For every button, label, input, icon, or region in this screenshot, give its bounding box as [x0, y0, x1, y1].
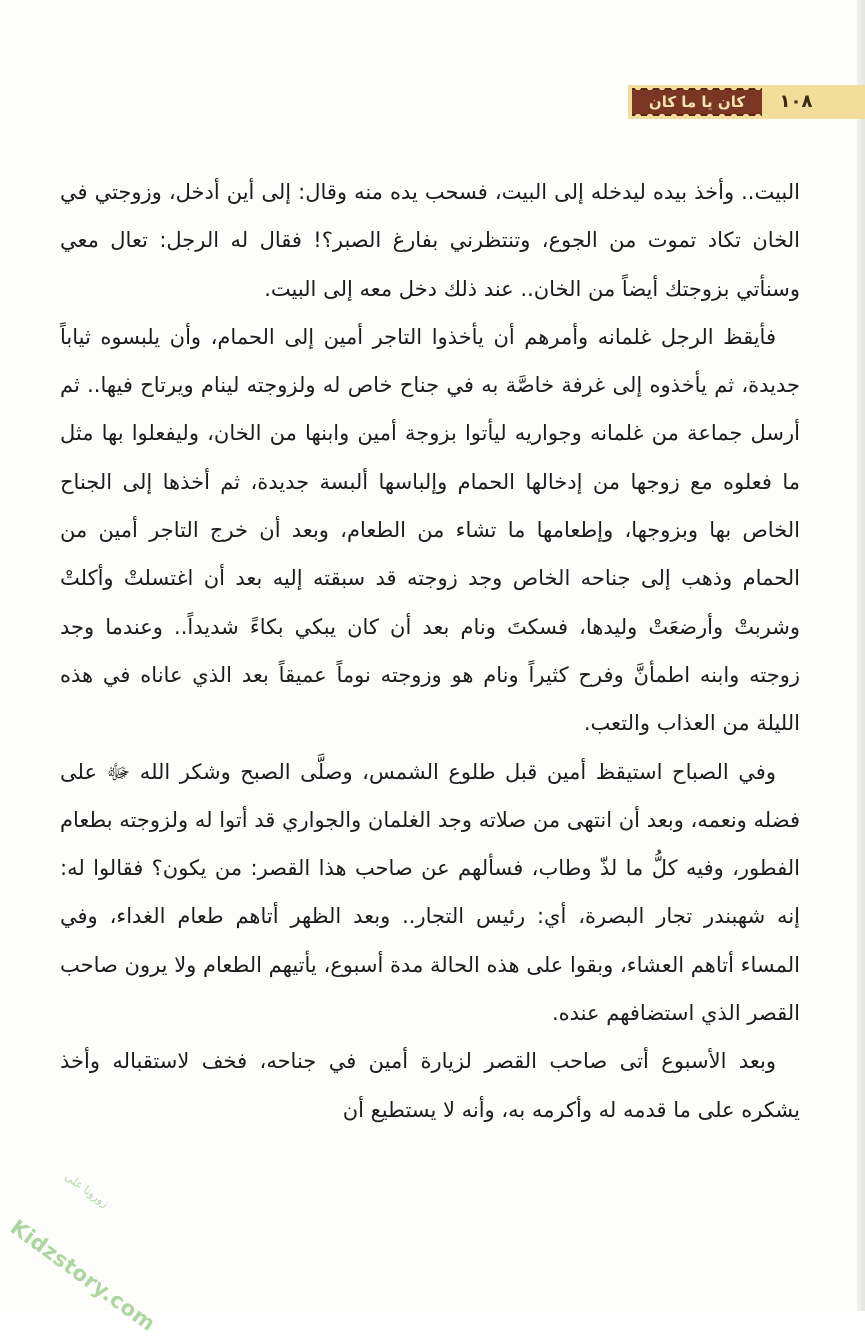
- page-edge: [857, 0, 865, 1311]
- watermark-caption: زورونا على: [62, 1170, 111, 1211]
- watermark-logo: Kidzstory.com: [5, 1215, 160, 1336]
- body-text: [60, 168, 800, 1134]
- paragraph-3: وفي الصباح استيقظ أمين قبل طلوع الشمس، وصلَّى الصبح وشكر الله ﷻ على فضله ونعمه، وبعد أن انتهى من صلاته وجد الغلمان والجواري قد أتوا له ولزوجته بطعام الفطور، وفيه كلُّ ما لذّ وطاب، فسألهم عن صاحب هذا القصر: من يكون؟ فقالوا له: إنه شهبندر تجار البصرة، أي: رئيس التجار.. وبعد الظهر أتاهم طعام الغداء، وفي المساء أتاهم العشاء، وبقوا على هذه الحالة مدة أسبوع، يأتيهم الطعام ولا يرون صاحب القصر الذي استضافهم عنده.: [60, 759, 800, 1026]
- paragraph-4: وبعد الأسبوع أتى صاحب القصر لزيارة أمين في جناحه، فخف لاستقباله وأخذ يشكره على ما قدمه له وأكرمه به، وأنه لا يستطيع أن: [60, 1049, 800, 1122]
- paragraph-2: فأيقظ الرجل غلمانه وأمرهم أن يأخذوا التاجر أمين إلى الحمام، وأن يلبسوه ثياباً جديدة، ثم يأخذوه إلى غرفة خاصَّة به في جناح خاص له ولزوجته لينام ويرتاح فيها.. ثم أرسل جماعة من غلمانه وجواريه ليأتوا بزوجة أمين وابنها من الخان، وليفعلوا بها مثل ما فعلوه مع زوجها من إدخالها الحمام وإلباسها ألبسة جديدة، ثم أخذها إلى الجناح الخاص بها وبزوجها، وإطعامها ما تشاء من الطعام، وبعد أن خرج التاجر أمين من الحمام وذهب إلى جناحه الخاص وجد زوجته قد سبقته إليه بعد أن اغتسلتْ وأكلتْ وشربتْ وأرضعَتْ وليدها، فسكتَ ونام بعد أن كان يبكي بكاءً شديداً.. وعندما وجد زوجته وابنه اطمأنَّ وفرح كثيراً ونام هو وزوجته نوماً عميقاً بعد الذي عاناه في هذه الليلة من العذاب والتعب.: [60, 324, 800, 736]
- paragraph-1: البيت.. وأخذ بيده ليدخله إلى البيت، فسحب يده منه وقال: إلى أين أدخل، وزوجتي في الخان تكاد تموت من الجوع، وتنتظرني بفارغ الصبر؟! فقال له الرجل: تعال معي وسنأتي بزوجتك أيضاً من الخان.. عند ذلك دخل معه إلى البيت.: [60, 180, 800, 301]
- running-header-title: كان يا ما كان: [632, 88, 762, 116]
- page-number: ١٠٨: [779, 91, 813, 112]
